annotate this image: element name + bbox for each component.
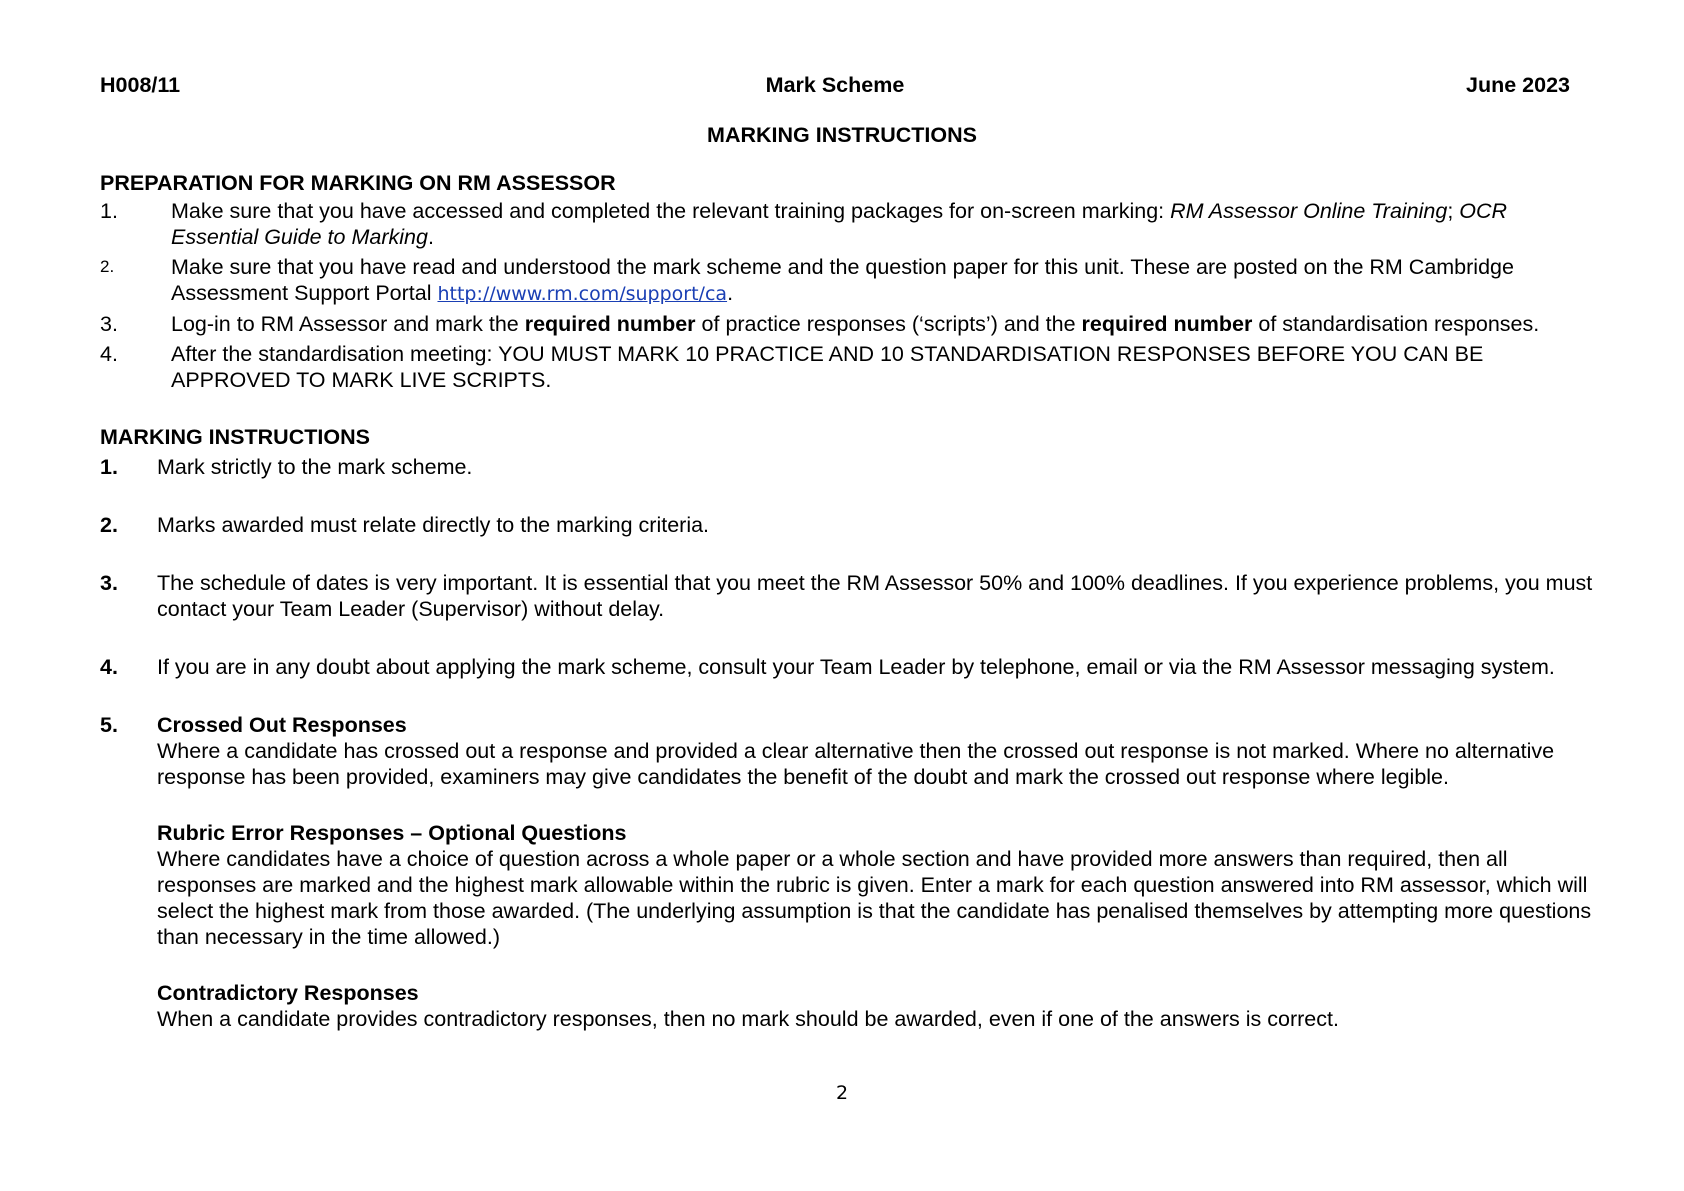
item-text: .	[427, 225, 434, 249]
page-number: 2	[835, 1082, 849, 1104]
item-text: Log-in to RM Assessor and mark the	[171, 312, 525, 336]
item-number: 1.	[100, 455, 118, 479]
list-item	[100, 341, 1600, 393]
header-title: Mark Scheme	[765, 73, 905, 97]
list-item	[100, 311, 1600, 337]
list-item	[100, 512, 1600, 538]
item-bold-text: required number	[524, 312, 696, 336]
list-item	[100, 570, 1600, 622]
header-date: June 2023	[1466, 73, 1570, 97]
preparation-list	[100, 198, 1600, 393]
preparation-section	[100, 170, 1600, 397]
list-item	[100, 198, 1600, 250]
item-text: ;	[1447, 199, 1460, 223]
paper-code: H008/11	[100, 73, 181, 97]
item-text: When a candidate provides contradictory responses, then no mark should be awarded, even if one of the answers is correct.	[157, 1007, 1339, 1031]
item-italic-text: OCR Essential Guide to Marking	[171, 199, 1508, 249]
item-text: Make sure that you have accessed and completed the relevant training packages for on-screen marking:	[171, 199, 1171, 223]
item-text: If you are in any doubt about applying the mark scheme, consult your Team Leader by telephone, email or via the RM Assessor messaging system.	[157, 655, 1555, 679]
item-text: After the standardisation meeting: YOU MUST MARK 10 PRACTICE AND 10 STANDARDISATION RESPONSES BEFORE YOU CAN BE APPROVED TO MARK LIVE SCRIPTS.	[171, 342, 1484, 392]
item-number: 1.	[100, 199, 118, 223]
item-text: .	[727, 281, 734, 305]
item-number: 2.	[100, 257, 115, 276]
list-item	[100, 654, 1600, 680]
main-title: MARKING INSTRUCTIONS	[707, 123, 977, 147]
item-text: Make sure that you have read and understood the mark scheme and the question paper for this unit. These are posted on the RM Cambridge Assessment Support Portal	[171, 255, 1514, 305]
rubric-error-heading: Rubric Error Responses – Optional Questions	[157, 821, 627, 845]
marking-section	[100, 424, 1600, 1032]
item-text: of standardisation responses.	[1252, 312, 1540, 336]
item-text: Mark strictly to the mark scheme.	[157, 455, 473, 479]
item-text: Where candidates have a choice of question across a whole paper or a whole section and have provided more answers than required, then all responses are marked and the highest mark allowable within the rubric is given. Enter a mark for each question answered into RM assessor, which will select the highest mark from those awarded. (The underlying assumption is that the candidate has penalised themselves by attempting more questions than necessary in the time allowed.)	[157, 847, 1592, 949]
item-text: Marks awarded must relate directly to the marking criteria.	[157, 513, 710, 537]
item-text: The schedule of dates is very important. It is essential that you meet the RM Assessor 50% and 100% deadlines. If you experience problems, you must contact your Team Leader (Supervisor) without delay.	[157, 571, 1593, 621]
list-item	[100, 254, 1600, 307]
item-number: 5.	[100, 713, 118, 737]
item-number: 3.	[100, 571, 118, 595]
item-number: 4.	[100, 342, 118, 366]
item-number: 2.	[100, 513, 118, 537]
contradictory-heading: Contradictory Responses	[157, 981, 419, 1005]
item-text: of practice responses (‘scripts’) and the	[695, 312, 1082, 336]
item-bold-text: required number	[1081, 312, 1253, 336]
crossed-out-heading: Crossed Out Responses	[157, 713, 407, 737]
preparation-title: PREPARATION FOR MARKING ON RM ASSESSOR	[100, 171, 616, 195]
list-item	[100, 454, 1600, 480]
item-text: Where a candidate has crossed out a response and provided a clear alternative then the crossed out response is not marked. Where no alternative response has been provided, examiners may give candidates the benefit of the doubt and mark the crossed out response where legible.	[157, 739, 1555, 789]
item-number: 3.	[100, 312, 118, 336]
list-item	[100, 712, 1600, 1032]
marking-title: MARKING INSTRUCTIONS	[100, 425, 370, 449]
item-italic-text: RM Assessor Online Training	[1170, 199, 1448, 223]
item-number: 4.	[100, 655, 118, 679]
support-portal-link[interactable]: http://www.rm.com/support/ca	[437, 283, 728, 305]
page-header	[100, 72, 1570, 102]
